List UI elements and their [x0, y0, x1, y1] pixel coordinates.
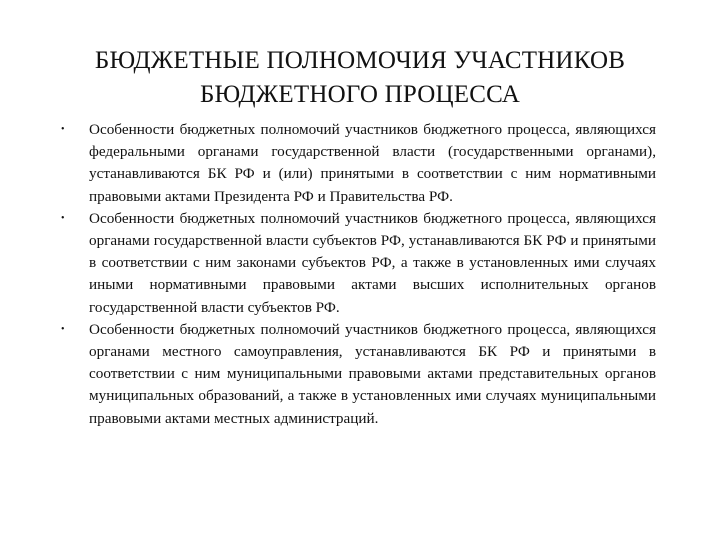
bullet-dot-icon: •	[61, 212, 65, 224]
bullet-item-federal	[56, 119, 656, 208]
bullet-text: Особенности бюджетных полномочий участников бюджетного процесса, являющихся органами государственной власти субъектов РФ, устанавливаются БК РФ и принятыми в соответствии с ним законами субъектов РФ, а также в установленных ими случаях иными нормативными правовыми актами высших исполнительных органов государственной власти субъектов РФ.	[89, 209, 656, 316]
bullet-item-regional	[56, 208, 656, 319]
slide-title	[20, 44, 700, 112]
bullet-item-municipal	[56, 319, 656, 430]
bullet-list	[56, 119, 656, 430]
bullet-dot-icon: •	[61, 124, 65, 135]
bullet-text: Особенности бюджетных полномочий участников бюджетного процесса, являющихся федеральными органами государственной власти (государственными органами), устанавливаются БК РФ и (или) принятыми в соответствии с ним нормативными правовыми актами Президента РФ и Правительства РФ.	[89, 121, 656, 205]
slide-title-line-2: БЮДЖЕТНОГО ПРОЦЕССА	[199, 81, 520, 108]
slide-title-line-1: БЮДЖЕТНЫЕ ПОЛНОМОЧИЯ УЧАСТНИКОВ	[94, 47, 626, 74]
bullet-text: Особенности бюджетных полномочий участников бюджетного процесса, являющихся органами местного самоуправления, устанавливаются БК РФ и принятыми в соответствии с ним муниципальными правовыми актами представительных органов муниципальных образований, а также в установленных ими случаях муниципальными правовыми актами местных администраций.	[89, 320, 656, 427]
bullet-dot-icon: •	[61, 323, 65, 335]
